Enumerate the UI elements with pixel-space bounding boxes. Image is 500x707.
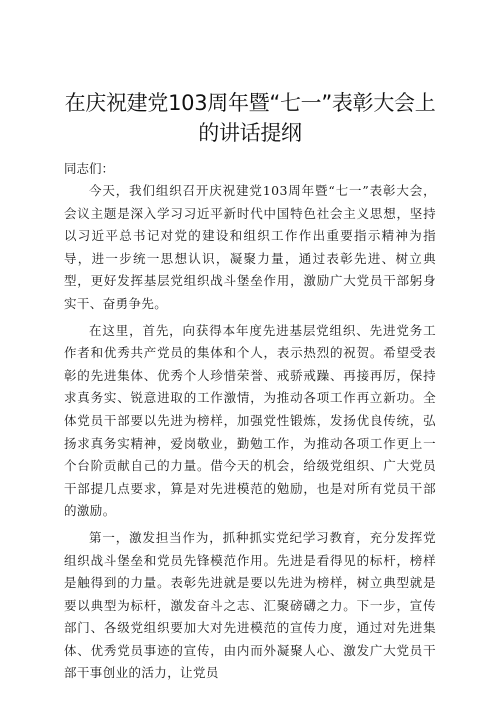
paragraph-congratulations: 在这里，首先，向获得本年度先进基层党组织、先进党务工作者和优秀共产党员的集体和个人，表示热烈的祝贺。希望受表彰的先进集体、优秀个人珍惜荣誉、戒骄戒躁、再接再厉，保持求真务实、锐意进取的工作激情，为推动各项工作再立新功。全体党员干部要以先进为榜样，加强党性锻炼，发扬优良传统，弘扬求真务实精神，爱岗敬业，勤勉工作，为推动各项工作更上一个台阶贡献自己的力量。借今天的机会，给级党组织、广大党员干部提几点要求，算是对先进模范的勉励，也是对所有党员干部的激励。 xyxy=(64,322,436,519)
paragraph-opening: 今天，我们组织召开庆祝建党103周年暨“七一”表彰大会，会议主题是深入学习习近平新时代中国特色社会主义思想，坚持以习近平总书记对党的建设和组织工作作出重要指示精神为指导，进一步统一思想认识，凝聚力量，通过表彰先进、树立典型，更好发挥基层党组织战斗堡垒作用，激励广大党员干部躬身实干、奋勇争先。 xyxy=(64,183,436,311)
document-title: 在庆祝建党103周年暨“七一”表彰大会上的讲话提纲 xyxy=(64,91,436,145)
paragraph-first-point: 第一，激发担当作为，抓种抓实党纪学习教育，充分发挥党组织战斗堡垒和党员先锋模范作用。先进是看得见的标杆，榜样是触得到的力量。表彰先进就是要以先进为榜样，树立典型就是要以典型为标杆，激发奋斗之志、汇聚磅礴之力。下一步，宣传部门、各级党组织要加大对先进模范的宣传力度，通过对先进集体、优秀党员事迹的宣传，由内而外凝聚人心、激发广大党员干部干事创业的活力，让党员 xyxy=(64,529,436,681)
salutation: 同志们： xyxy=(64,161,115,176)
